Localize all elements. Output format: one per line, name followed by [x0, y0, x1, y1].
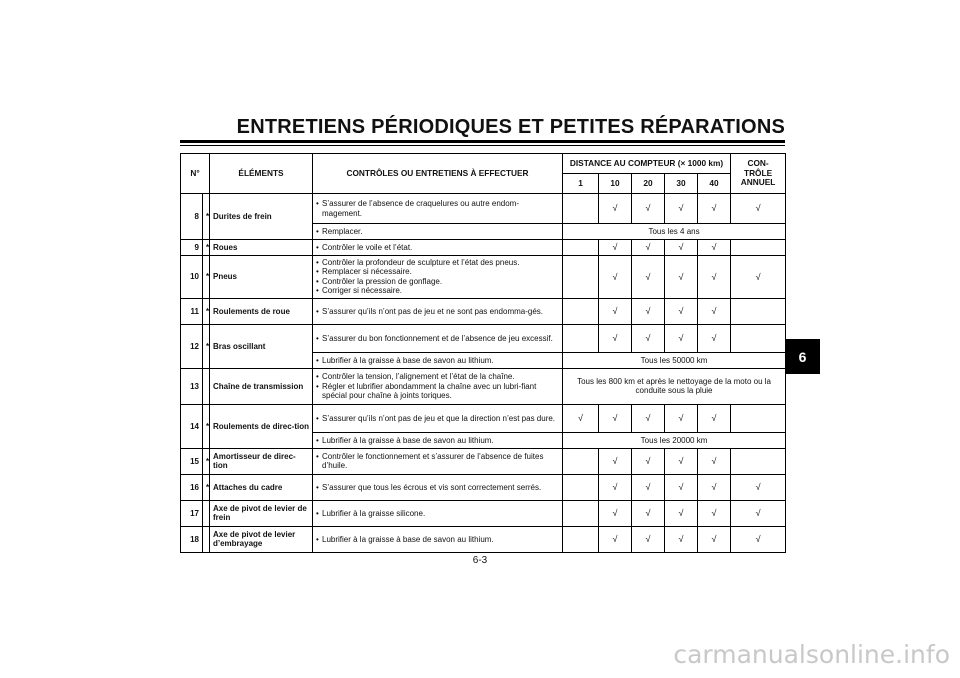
control-item: • Lubrifier à la graisse à base de savon au lithium. [316, 535, 559, 544]
control-item: • S’assurer qu’ils n’ont pas de jeu et ne sont pas endomma-gés. [316, 307, 559, 316]
table-row [181, 526, 786, 552]
check-cell: √ [665, 240, 698, 256]
check-cell [563, 500, 599, 526]
check-cell: √ [599, 240, 632, 256]
check-cell: √ [599, 324, 632, 352]
check-cell: √ [599, 194, 632, 224]
item-number: 8 [181, 194, 203, 240]
page-title: ENTRETIENS PÉRIODIQUES ET PETITES RÉPARATIONS [236, 116, 785, 138]
check-cell: √ [632, 256, 665, 299]
controls-list [316, 372, 559, 400]
item-controls [313, 256, 563, 299]
controls-list [316, 199, 559, 218]
item-element: Roulements de direc-tion [210, 404, 313, 448]
header-controls: CONTRÔLES OU ENTRETIENS À EFFECTUER [313, 154, 563, 194]
item-controls [313, 324, 563, 352]
control-item: • Contrôler la tension, l’alignement et l’état de la chaîne. [316, 372, 559, 381]
item-element: Attaches du cadre [210, 474, 313, 500]
check-cell [563, 240, 599, 256]
header-km: 40 [698, 174, 731, 194]
item-star: * [203, 298, 210, 324]
controls-list [316, 452, 559, 471]
table-row [181, 240, 786, 256]
item-star [203, 500, 210, 526]
item-controls [313, 194, 563, 224]
check-cell [563, 526, 599, 552]
header-annual: CON-TRÔLE ANNUEL [731, 154, 786, 194]
check-cell: √ [665, 448, 698, 474]
title-rule [180, 140, 785, 143]
item-star: * [203, 324, 210, 368]
control-item: • Lubrifier à la graisse silicone. [316, 509, 559, 518]
table-row [181, 256, 786, 299]
item-star: * [203, 194, 210, 240]
controls-list [316, 356, 559, 365]
item-controls [313, 526, 563, 552]
check-cell: √ [698, 404, 731, 432]
header-elements: ÉLÉMENTS [210, 154, 313, 194]
page-number: 6-3 [472, 555, 488, 566]
item-number: 11 [181, 298, 203, 324]
check-cell: √ [731, 500, 786, 526]
item-controls [313, 500, 563, 526]
control-item: • S’assurer qu’ils n’ont pas de jeu et que la direction n’est pas dure. [316, 414, 559, 423]
control-item: • Régler et lubrifier abondamment la chaîne avec un lubri-fiant spécial pour chaîne à joints toriques. [316, 382, 559, 401]
item-number: 9 [181, 240, 203, 256]
item-element: Roulements de roue [210, 298, 313, 324]
check-cell: √ [599, 404, 632, 432]
item-element: Axe de pivot de levier d’embrayage [210, 526, 313, 552]
header-no: N° [181, 154, 210, 194]
table-row [181, 324, 786, 352]
check-cell: √ [599, 500, 632, 526]
item-element: Bras oscillant [210, 324, 313, 368]
check-cell: √ [698, 500, 731, 526]
control-item: • Contrôler la profondeur de sculpture et l’état des pneus. [316, 258, 559, 267]
control-item: • S’assurer que tous les écrous et vis sont correctement serrés. [316, 483, 559, 492]
controls-list [316, 243, 559, 252]
check-cell [563, 324, 599, 352]
interval-text: Tous les 20000 km [563, 432, 786, 448]
check-cell [731, 404, 786, 432]
controls-list [316, 334, 559, 343]
check-cell: √ [632, 526, 665, 552]
check-cell: √ [665, 526, 698, 552]
check-cell: √ [665, 194, 698, 224]
watermark-text: carmanualsonline.info [673, 640, 950, 669]
control-item: • Contrôler le voile et l’état. [316, 243, 559, 252]
controls-list [316, 535, 559, 544]
check-cell [563, 194, 599, 224]
check-cell: √ [665, 474, 698, 500]
table-row [181, 500, 786, 526]
check-cell [563, 448, 599, 474]
control-item: • Contrôler la pression de gonflage. [316, 277, 559, 286]
check-cell: √ [731, 474, 786, 500]
item-star [203, 526, 210, 552]
check-cell [731, 240, 786, 256]
header-km: 1 [563, 174, 599, 194]
check-cell: √ [632, 500, 665, 526]
check-cell: √ [698, 474, 731, 500]
item-number: 17 [181, 500, 203, 526]
interval-text: Tous les 4 ans [563, 224, 786, 240]
controls-list [316, 483, 559, 492]
check-cell: √ [599, 526, 632, 552]
check-cell: √ [665, 298, 698, 324]
controls-list [316, 307, 559, 316]
header-distance: DISTANCE AU COMPTEUR (× 1000 km) [563, 154, 731, 174]
check-cell: √ [632, 298, 665, 324]
control-item: • Contrôler le fonctionnement et s’assurer de l’absence de fuites d’huile. [316, 452, 559, 471]
item-number: 13 [181, 368, 203, 404]
item-controls [313, 448, 563, 474]
item-number: 18 [181, 526, 203, 552]
interval-text: Tous les 50000 km [563, 352, 786, 368]
table-row [181, 298, 786, 324]
check-cell: √ [632, 448, 665, 474]
check-cell: √ [665, 324, 698, 352]
check-cell [563, 256, 599, 299]
item-star [203, 368, 210, 404]
item-star: * [203, 474, 210, 500]
check-cell: √ [665, 256, 698, 299]
control-item: • Remplacer si nécessaire. [316, 267, 559, 276]
check-cell: √ [632, 194, 665, 224]
item-controls [313, 474, 563, 500]
controls-list [316, 227, 559, 236]
check-cell: √ [698, 256, 731, 299]
item-controls [313, 240, 563, 256]
check-cell: √ [698, 448, 731, 474]
item-star: * [203, 404, 210, 448]
check-cell: √ [563, 404, 599, 432]
item-star: * [203, 448, 210, 474]
item-controls [313, 298, 563, 324]
control-item: • Lubrifier à la graisse à base de savon au lithium. [316, 436, 559, 445]
table-body [181, 194, 786, 553]
item-element: Durites de frein [210, 194, 313, 240]
table-row [181, 448, 786, 474]
controls-list [316, 436, 559, 445]
title-rule-thin [180, 145, 785, 146]
controls-list [316, 258, 559, 296]
item-number: 14 [181, 404, 203, 448]
item-star: * [203, 240, 210, 256]
table-row [181, 194, 786, 224]
check-cell: √ [731, 526, 786, 552]
table-row [181, 404, 786, 432]
check-cell: √ [599, 256, 632, 299]
item-element: Amortisseur de direc-tion [210, 448, 313, 474]
header-km: 20 [632, 174, 665, 194]
item-controls [313, 224, 563, 240]
control-item: • Lubrifier à la graisse à base de savon au lithium. [316, 356, 559, 365]
check-cell: √ [698, 194, 731, 224]
control-item: • S’assurer de l’absence de craquelures ou autre endom-magement. [316, 199, 559, 218]
item-controls [313, 352, 563, 368]
check-cell: √ [632, 404, 665, 432]
check-cell: √ [632, 324, 665, 352]
item-controls [313, 368, 563, 404]
table-row [181, 368, 786, 404]
maintenance-table [180, 153, 786, 553]
table-row [181, 474, 786, 500]
check-cell: √ [698, 526, 731, 552]
header-km: 10 [599, 174, 632, 194]
control-item: • S’assurer du bon fonctionnement et de l’absence de jeu excessif. [316, 334, 559, 343]
item-element: Roues [210, 240, 313, 256]
check-cell [731, 448, 786, 474]
control-item: • Corriger si nécessaire. [316, 286, 559, 295]
controls-list [316, 414, 559, 423]
check-cell: √ [599, 474, 632, 500]
item-element: Chaîne de transmission [210, 368, 313, 404]
check-cell: √ [698, 240, 731, 256]
item-element: Pneus [210, 256, 313, 299]
check-cell [563, 474, 599, 500]
check-cell: √ [731, 256, 786, 299]
control-item: • Remplacer. [316, 227, 559, 236]
check-cell: √ [698, 324, 731, 352]
check-cell [563, 298, 599, 324]
check-cell: √ [698, 298, 731, 324]
section-tab: 6 [785, 339, 820, 374]
check-cell: √ [665, 404, 698, 432]
item-element: Axe de pivot de levier de frein [210, 500, 313, 526]
check-cell: √ [665, 500, 698, 526]
header-km: 30 [665, 174, 698, 194]
check-cell: √ [599, 298, 632, 324]
check-cell [731, 298, 786, 324]
item-number: 12 [181, 324, 203, 368]
check-cell: √ [632, 240, 665, 256]
interval-text: Tous les 800 km et après le nettoyage de la moto ou la conduite sous la pluie [563, 368, 786, 404]
item-number: 10 [181, 256, 203, 299]
check-cell [731, 324, 786, 352]
item-controls [313, 432, 563, 448]
item-controls [313, 404, 563, 432]
item-star: * [203, 256, 210, 299]
check-cell: √ [731, 194, 786, 224]
check-cell: √ [599, 448, 632, 474]
controls-list [316, 509, 559, 518]
item-number: 15 [181, 448, 203, 474]
check-cell: √ [632, 474, 665, 500]
item-number: 16 [181, 474, 203, 500]
